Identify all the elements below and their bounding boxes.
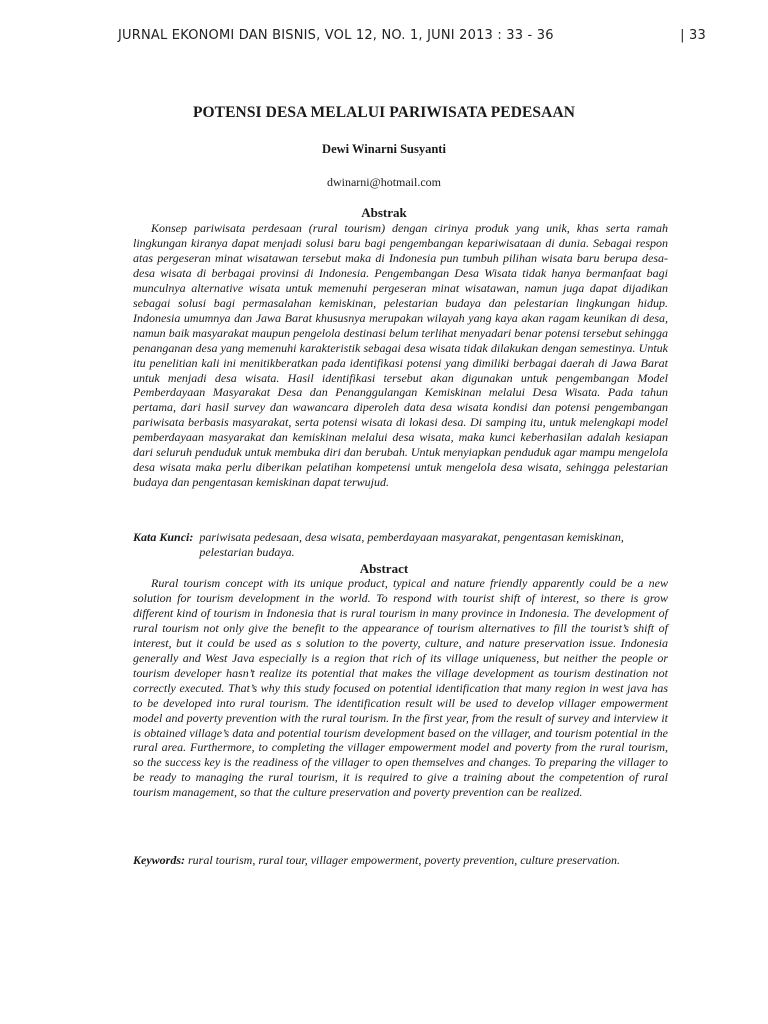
author-name: Dewi Winarni Susyanti — [322, 142, 446, 156]
journal-citation: JURNAL EKONOMI DAN BISNIS, VOL 12, NO. 1, JUNI 2013 : 33 - 36 — [118, 28, 554, 43]
paper-title: POTENSI DESA MELALUI PARIWISATA PEDESAAN — [192, 104, 576, 121]
keywords-label-text: Keywords — [133, 853, 181, 867]
kata-kunci-label — [133, 530, 193, 560]
abstrak-heading: Abstrak — [361, 205, 407, 220]
abstract-heading: Abstract — [359, 561, 409, 576]
running-header — [118, 28, 706, 48]
keywords-label — [133, 853, 185, 867]
abstrak-body: Konsep pariwisata perdesaan (rural tourism) dengan cirinya produk yang unik, khas serta ramah lingkungan kiranya dapat menjadi solusi baru bagi pengembangan kepariwisataan di dunia. Sebagai respon atas pergeseran minat wisatawan tersebut maka di Indonesia pun tumbuh pilihan wisata baru berupa desa-desa wisata di berbagai provinsi di Indonesia. Pengembangan Desa Wisata tidak hanya bermanfaat bagi munculnya alternative wisata untuk memenuhi pergeseran minat wisatawan, namun juga dapat dijadikan sebagai solusi bagi permasalahan kemiskinan, pelestarian budaya dan pelestarian lingkungan hidup. Indonesia umumnya dan Jawa Barat khususnya merupakan wilayah yang kaya akan ragam keunikan di desa, namun baik masyarakat maupun pengelola destinasi belum terlihat menyadari benar potensi tersebut sehingga penanganan desa yang memenuhi karakteristik sebagai desa wisata tidak dilakukan dengan semestinya. Untuk itu penelitian kali ini menitikberatkan pada identifikasi potensi yang dimiliki berbagai daerah di Jawa Barat untuk menjadi desa wisata. Hasil identifikasi tersebut akan digunakan untuk pengembangan Model Pemberdayaan Masyarakat Desa dan Penanggulangan Kemiskinan melalui Desa Wisata. Pada tahun pertama, dari hasil survey dan wawancara diperoleh data desa wisata kondisi dan potensi pengembangan pariwisata berbasis masyarakat, serta potensi wisata di lokasi desa. Di samping itu, untuk melengkapi model pemberdayaan masyarakat dan kemiskinan melalui desa wisata, maka kunci keberhasilan adalah kesiapan dari seluruh penduduk untuk membuka diri dan berubah. Untuk menyiapkan penduduk agar mampu mengelola desa wisata maka perlu diberikan pelatihan kompetensi untuk mengelola desa wisata, sehingga pelestarian budaya dan pengentasan kemiskinan dapat terwujud. — [133, 221, 668, 490]
keywords-line — [133, 853, 673, 868]
author-email: dwinarni@hotmail.com — [326, 175, 442, 189]
abstract-body: Rural tourism concept with its unique product, typical and nature friendly apparently could be a new solution for tourism development in the world. To respond with tourist shift of interest, so there is grow different kind of tourism in Indonesia that is rural tourism in many province in Indonesia. The development of rural tourism not only give the benefit to the appearance of tourism alternatives to fill the tourist’s shift of interest, but it could be used as s solution to the poverty, culture, and nature preservation issue. Indonesia generally and West Java especially is a region that rich of its village uniqueness, but neither the people or tourism developer hasn’t realize its potential that makes the village development as tourism destination not correctly executed. That’s why this study focused on potential identification that many region in west java has to be developed into rural tourism. The identification result will be used to develop villager empowerment model and poverty prevention with the rural tourism. In the first year, from the result of survey and interview it is obtained village’s data and potential tourism development based on the villager, and tourism potential in the rural area. Furthermore, to completing the villager empowerment model and poverty from the rural tourism, so the success key is the readiness of the villager to open themselves and changes. To preparing the villager to be ready to managing the rural tourism, it is required to give a training about the competention of rural tourism management, so that the culture preservation and poverty prevention can be realized. — [133, 576, 668, 800]
kata-kunci-value: pariwisata pedesaan, desa wisata, pemberdayaan masyarakat, pengentasan kemiskinan, pelestarian budaya. — [199, 530, 624, 559]
keywords-separator: : — [181, 853, 185, 867]
kata-kunci-label-text: Kata Kunci — [133, 530, 190, 544]
page-number: | 33 — [680, 28, 706, 43]
keywords-value: rural tourism, rural tour, villager empowerment, poverty prevention, culture preservation. — [188, 853, 620, 867]
kata-kunci-line — [133, 530, 673, 560]
kata-kunci-separator: : — [189, 530, 194, 544]
